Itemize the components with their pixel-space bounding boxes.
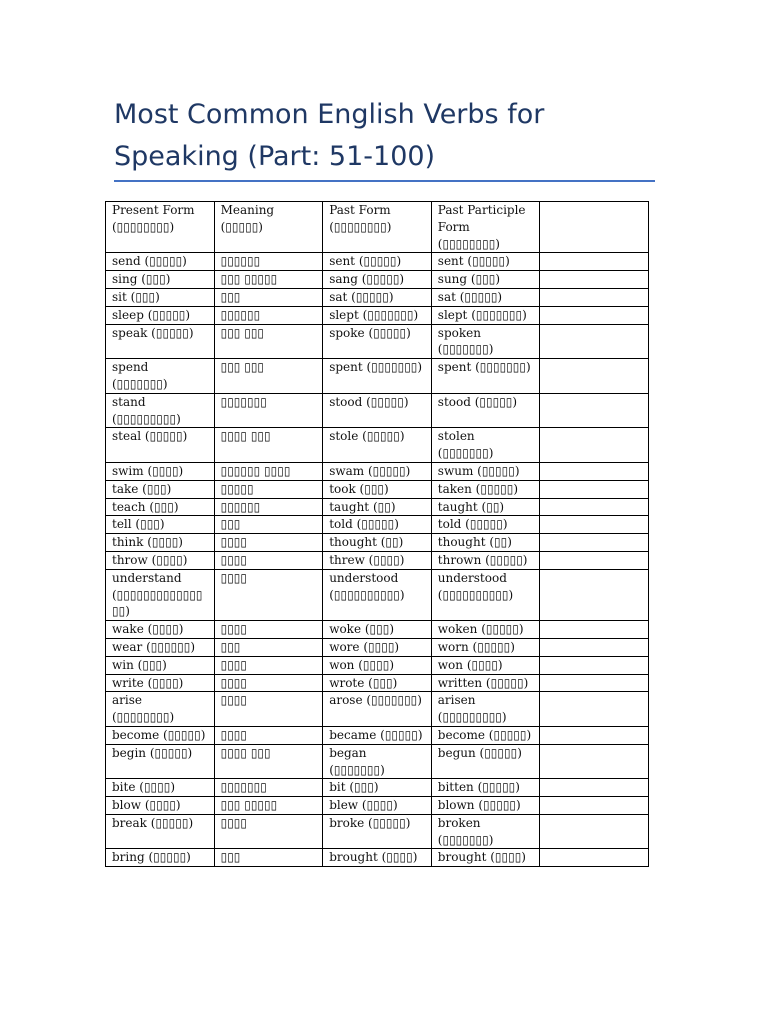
- past-participle-cell: begun (▯▯▯▯▯): [431, 744, 540, 779]
- extra-cell: [540, 551, 649, 569]
- extra-cell: [540, 534, 649, 552]
- table-row: [106, 638, 649, 656]
- present-form-cell: think (▯▯▯▯): [106, 534, 215, 552]
- meaning-cell: ▯▯▯▯: [214, 621, 323, 639]
- past-form-cell: told (▯▯▯▯▯): [323, 516, 432, 534]
- extra-cell: [540, 779, 649, 797]
- past-participle-cell: blown (▯▯▯▯▯): [431, 797, 540, 815]
- meaning-cell: ▯▯▯▯▯▯: [214, 306, 323, 324]
- past-form-cell: became (▯▯▯▯▯): [323, 726, 432, 744]
- table-row: [106, 253, 649, 271]
- extra-cell: [540, 638, 649, 656]
- table-row: [106, 393, 649, 428]
- header-past-participle-form: Past Participle Form (▯▯▯▯▯▯▯▯): [431, 202, 540, 253]
- table-row: [106, 569, 649, 620]
- past-participle-cell: arisen (▯▯▯▯▯▯▯▯▯): [431, 692, 540, 727]
- table-row: [106, 516, 649, 534]
- meaning-cell: ▯▯▯▯: [214, 726, 323, 744]
- table-row: [106, 428, 649, 463]
- extra-cell: [540, 849, 649, 867]
- past-form-cell: stood (▯▯▯▯▯): [323, 393, 432, 428]
- present-form-cell: bite (▯▯▯▯): [106, 779, 215, 797]
- present-form-cell: take (▯▯▯): [106, 480, 215, 498]
- past-participle-cell: stood (▯▯▯▯▯): [431, 393, 540, 428]
- past-form-cell: understood (▯▯▯▯▯▯▯▯▯▯): [323, 569, 432, 620]
- present-form-cell: wear (▯▯▯▯▯▯): [106, 638, 215, 656]
- past-form-cell: bit (▯▯▯): [323, 779, 432, 797]
- meaning-cell: ▯▯▯: [214, 638, 323, 656]
- table-row: [106, 498, 649, 516]
- past-form-cell: spent (▯▯▯▯▯▯▯): [323, 359, 432, 394]
- meaning-cell: ▯▯▯▯▯▯ ▯▯▯▯: [214, 462, 323, 480]
- past-form-cell: arose (▯▯▯▯▯▯▯): [323, 692, 432, 727]
- past-participle-cell: woken (▯▯▯▯▯): [431, 621, 540, 639]
- past-participle-cell: taken (▯▯▯▯▯): [431, 480, 540, 498]
- present-form-cell: stand (▯▯▯▯▯▯▯▯▯): [106, 393, 215, 428]
- present-form-cell: write (▯▯▯▯): [106, 674, 215, 692]
- present-form-cell: begin (▯▯▯▯▯): [106, 744, 215, 779]
- past-participle-cell: swum (▯▯▯▯▯): [431, 462, 540, 480]
- header-row: [106, 202, 649, 253]
- extra-cell: [540, 569, 649, 620]
- meaning-cell: ▯▯▯: [214, 288, 323, 306]
- past-participle-cell: thought (▯▯): [431, 534, 540, 552]
- past-form-cell: took (▯▯▯): [323, 480, 432, 498]
- past-form-cell: stole (▯▯▯▯▯): [323, 428, 432, 463]
- extra-cell: [540, 797, 649, 815]
- extra-cell: [540, 393, 649, 428]
- meaning-cell: ▯▯▯▯: [214, 814, 323, 849]
- meaning-cell: ▯▯▯▯: [214, 534, 323, 552]
- table-row: [106, 462, 649, 480]
- present-form-cell: throw (▯▯▯▯): [106, 551, 215, 569]
- table-row: [106, 359, 649, 394]
- past-participle-cell: spoken (▯▯▯▯▯▯▯): [431, 324, 540, 359]
- table-row: [106, 814, 649, 849]
- past-form-cell: broke (▯▯▯▯▯): [323, 814, 432, 849]
- table-row: [106, 306, 649, 324]
- extra-cell: [540, 656, 649, 674]
- table-row: [106, 551, 649, 569]
- table-row: [106, 656, 649, 674]
- header-past-form: Past Form (▯▯▯▯▯▯▯▯): [323, 202, 432, 253]
- past-participle-cell: bitten (▯▯▯▯▯): [431, 779, 540, 797]
- extra-cell: [540, 498, 649, 516]
- header-extra: [540, 202, 649, 253]
- present-form-cell: swim (▯▯▯▯): [106, 462, 215, 480]
- present-form-cell: send (▯▯▯▯▯): [106, 253, 215, 271]
- past-participle-cell: spent (▯▯▯▯▯▯▯): [431, 359, 540, 394]
- verb-table: [105, 201, 649, 867]
- past-form-cell: spoke (▯▯▯▯▯): [323, 324, 432, 359]
- present-form-cell: sit (▯▯▯): [106, 288, 215, 306]
- extra-cell: [540, 271, 649, 289]
- past-form-cell: wrote (▯▯▯): [323, 674, 432, 692]
- past-form-cell: thought (▯▯): [323, 534, 432, 552]
- extra-cell: [540, 621, 649, 639]
- meaning-cell: ▯▯▯: [214, 516, 323, 534]
- past-form-cell: won (▯▯▯▯): [323, 656, 432, 674]
- meaning-cell: ▯▯▯▯: [214, 656, 323, 674]
- past-form-cell: blew (▯▯▯▯): [323, 797, 432, 815]
- extra-cell: [540, 288, 649, 306]
- present-form-cell: spend (▯▯▯▯▯▯▯): [106, 359, 215, 394]
- present-form-cell: sleep (▯▯▯▯▯): [106, 306, 215, 324]
- table-row: [106, 288, 649, 306]
- present-form-cell: bring (▯▯▯▯▯): [106, 849, 215, 867]
- meaning-cell: ▯▯▯▯▯▯▯: [214, 393, 323, 428]
- present-form-cell: win (▯▯▯): [106, 656, 215, 674]
- header-meaning: Meaning (▯▯▯▯▯): [214, 202, 323, 253]
- meaning-cell: ▯▯▯▯: [214, 692, 323, 727]
- past-form-cell: swam (▯▯▯▯▯): [323, 462, 432, 480]
- past-form-cell: brought (▯▯▯▯): [323, 849, 432, 867]
- present-form-cell: sing (▯▯▯): [106, 271, 215, 289]
- past-form-cell: sent (▯▯▯▯▯): [323, 253, 432, 271]
- table-row: [106, 271, 649, 289]
- extra-cell: [540, 726, 649, 744]
- extra-cell: [540, 480, 649, 498]
- extra-cell: [540, 324, 649, 359]
- past-participle-cell: thrown (▯▯▯▯▯): [431, 551, 540, 569]
- extra-cell: [540, 359, 649, 394]
- past-form-cell: wore (▯▯▯▯): [323, 638, 432, 656]
- table-row: [106, 480, 649, 498]
- past-form-cell: sang (▯▯▯▯▯): [323, 271, 432, 289]
- present-form-cell: speak (▯▯▯▯▯): [106, 324, 215, 359]
- past-participle-cell: broken (▯▯▯▯▯▯▯): [431, 814, 540, 849]
- meaning-cell: ▯▯▯ ▯▯▯▯▯: [214, 797, 323, 815]
- meaning-cell: ▯▯▯▯▯▯▯: [214, 779, 323, 797]
- extra-cell: [540, 428, 649, 463]
- past-participle-cell: become (▯▯▯▯▯): [431, 726, 540, 744]
- table-row: [106, 621, 649, 639]
- page-title: Most Common English Verbs for Speaking (Part: 51-100): [114, 99, 545, 172]
- past-participle-cell: taught (▯▯): [431, 498, 540, 516]
- past-participle-cell: sat (▯▯▯▯▯): [431, 288, 540, 306]
- table-row: [106, 849, 649, 867]
- present-form-cell: steal (▯▯▯▯▯): [106, 428, 215, 463]
- present-form-cell: tell (▯▯▯): [106, 516, 215, 534]
- past-participle-cell: told (▯▯▯▯▯): [431, 516, 540, 534]
- table-row: [106, 692, 649, 727]
- table-row: [106, 779, 649, 797]
- meaning-cell: ▯▯▯▯▯: [214, 480, 323, 498]
- meaning-cell: ▯▯▯▯ ▯▯▯: [214, 744, 323, 779]
- extra-cell: [540, 814, 649, 849]
- present-form-cell: understand (▯▯▯▯▯▯▯▯▯▯▯▯▯▯▯): [106, 569, 215, 620]
- present-form-cell: break (▯▯▯▯▯): [106, 814, 215, 849]
- past-form-cell: began (▯▯▯▯▯▯▯): [323, 744, 432, 779]
- table-row: [106, 324, 649, 359]
- present-form-cell: blow (▯▯▯▯): [106, 797, 215, 815]
- present-form-cell: teach (▯▯▯): [106, 498, 215, 516]
- meaning-cell: ▯▯▯▯: [214, 569, 323, 620]
- meaning-cell: ▯▯▯ ▯▯▯: [214, 359, 323, 394]
- past-participle-cell: sent (▯▯▯▯▯): [431, 253, 540, 271]
- meaning-cell: ▯▯▯▯▯▯: [214, 498, 323, 516]
- extra-cell: [540, 516, 649, 534]
- past-participle-cell: understood (▯▯▯▯▯▯▯▯▯▯): [431, 569, 540, 620]
- table-row: [106, 797, 649, 815]
- table-row: [106, 744, 649, 779]
- meaning-cell: ▯▯▯▯: [214, 551, 323, 569]
- meaning-cell: ▯▯▯ ▯▯▯▯▯: [214, 271, 323, 289]
- past-participle-cell: stolen (▯▯▯▯▯▯▯): [431, 428, 540, 463]
- table-row: [106, 534, 649, 552]
- past-participle-cell: slept (▯▯▯▯▯▯▯): [431, 306, 540, 324]
- meaning-cell: ▯▯▯: [214, 849, 323, 867]
- table-row: [106, 674, 649, 692]
- extra-cell: [540, 253, 649, 271]
- past-form-cell: taught (▯▯): [323, 498, 432, 516]
- present-form-cell: become (▯▯▯▯▯): [106, 726, 215, 744]
- past-form-cell: woke (▯▯▯): [323, 621, 432, 639]
- table-row: [106, 726, 649, 744]
- meaning-cell: ▯▯▯ ▯▯▯: [214, 324, 323, 359]
- present-form-cell: wake (▯▯▯▯): [106, 621, 215, 639]
- meaning-cell: ▯▯▯▯: [214, 674, 323, 692]
- meaning-cell: ▯▯▯▯▯▯: [214, 253, 323, 271]
- verb-table-body: [106, 202, 649, 867]
- meaning-cell: ▯▯▯▯ ▯▯▯: [214, 428, 323, 463]
- past-form-cell: slept (▯▯▯▯▯▯▯): [323, 306, 432, 324]
- title-underline: [114, 180, 655, 182]
- extra-cell: [540, 674, 649, 692]
- extra-cell: [540, 692, 649, 727]
- past-form-cell: threw (▯▯▯▯): [323, 551, 432, 569]
- past-participle-cell: sung (▯▯▯): [431, 271, 540, 289]
- past-form-cell: sat (▯▯▯▯▯): [323, 288, 432, 306]
- present-form-cell: arise (▯▯▯▯▯▯▯▯): [106, 692, 215, 727]
- past-participle-cell: worn (▯▯▯▯▯): [431, 638, 540, 656]
- extra-cell: [540, 744, 649, 779]
- extra-cell: [540, 306, 649, 324]
- extra-cell: [540, 462, 649, 480]
- header-present-form: Present Form (▯▯▯▯▯▯▯▯): [106, 202, 215, 253]
- past-participle-cell: brought (▯▯▯▯): [431, 849, 540, 867]
- past-participle-cell: written (▯▯▯▯▯): [431, 674, 540, 692]
- past-participle-cell: won (▯▯▯▯): [431, 656, 540, 674]
